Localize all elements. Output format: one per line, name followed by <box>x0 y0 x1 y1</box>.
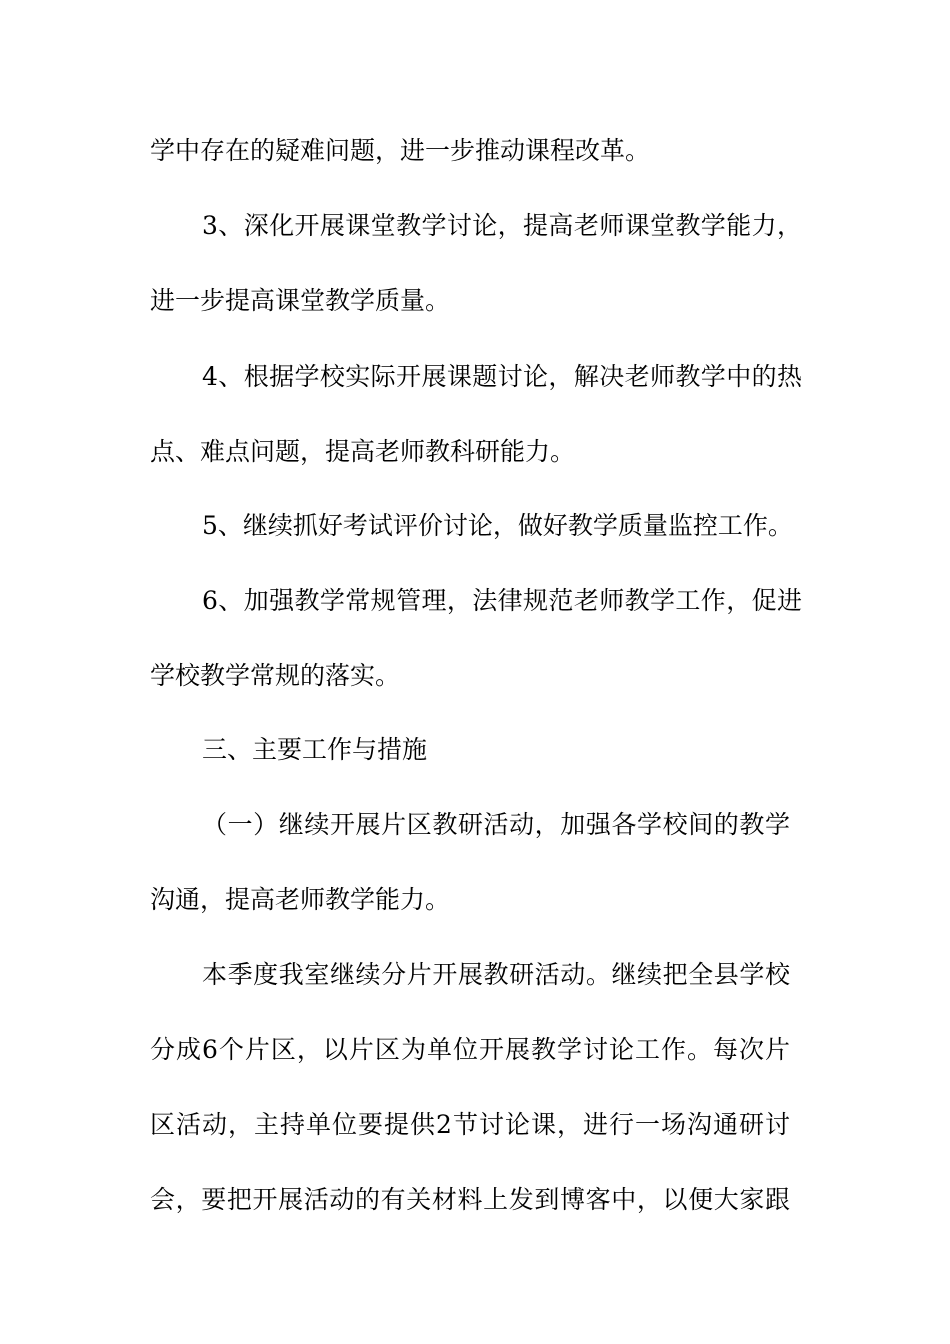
line-text: 本季度我室继续分片开展教研活动。继续把全县学校 <box>202 960 790 989</box>
text-line <box>0 131 950 171</box>
subsection-heading <box>0 805 950 845</box>
text-line <box>0 581 950 621</box>
text-line <box>0 281 950 321</box>
line-text: 沟通，提高老师教学能力。 <box>150 885 451 914</box>
line-text: 三、主要工作与措施 <box>202 735 428 764</box>
text-line <box>0 656 950 696</box>
line-text: 学校教学常规的落实。 <box>150 661 401 690</box>
line-text: 6、加强教学常规管理，法律规范老师教学工作，促进 <box>202 586 802 615</box>
text-line <box>0 880 950 920</box>
line-text: 点、难点问题，提高老师教科研能力。 <box>150 437 576 466</box>
line-text: 区活动，主持单位要提供2节讨论课，进行一场沟通研讨 <box>150 1110 790 1139</box>
line-text: 学中存在的疑难问题，进一步推动课程改革。 <box>150 136 651 165</box>
line-text: 5、继续抓好考试评价讨论，做好教学质量监控工作。 <box>202 511 793 540</box>
text-line <box>0 1180 950 1220</box>
line-text: 4、根据学校实际开展课题讨论，解决老师教学中的热 <box>202 362 802 391</box>
line-text: 3、深化开展课堂教学讨论，提高老师课堂教学能力， <box>202 211 802 240</box>
text-line <box>0 1105 950 1145</box>
line-text: （一）继续开展片区教研活动，加强各学校间的教学 <box>202 810 790 839</box>
line-text: 会，要把开展活动的有关材料上发到博客中，以便大家跟 <box>150 1185 790 1214</box>
line-text: 分成6个片区，以片区为单位开展教学讨论工作。每次片 <box>150 1035 790 1064</box>
line-text: 进一步提高课堂教学质量。 <box>150 286 451 315</box>
text-line <box>0 432 950 472</box>
text-line <box>0 206 950 246</box>
text-line <box>0 357 950 397</box>
text-line <box>0 506 950 546</box>
section-heading <box>0 730 950 770</box>
text-line <box>0 1030 950 1070</box>
text-line <box>0 955 950 995</box>
